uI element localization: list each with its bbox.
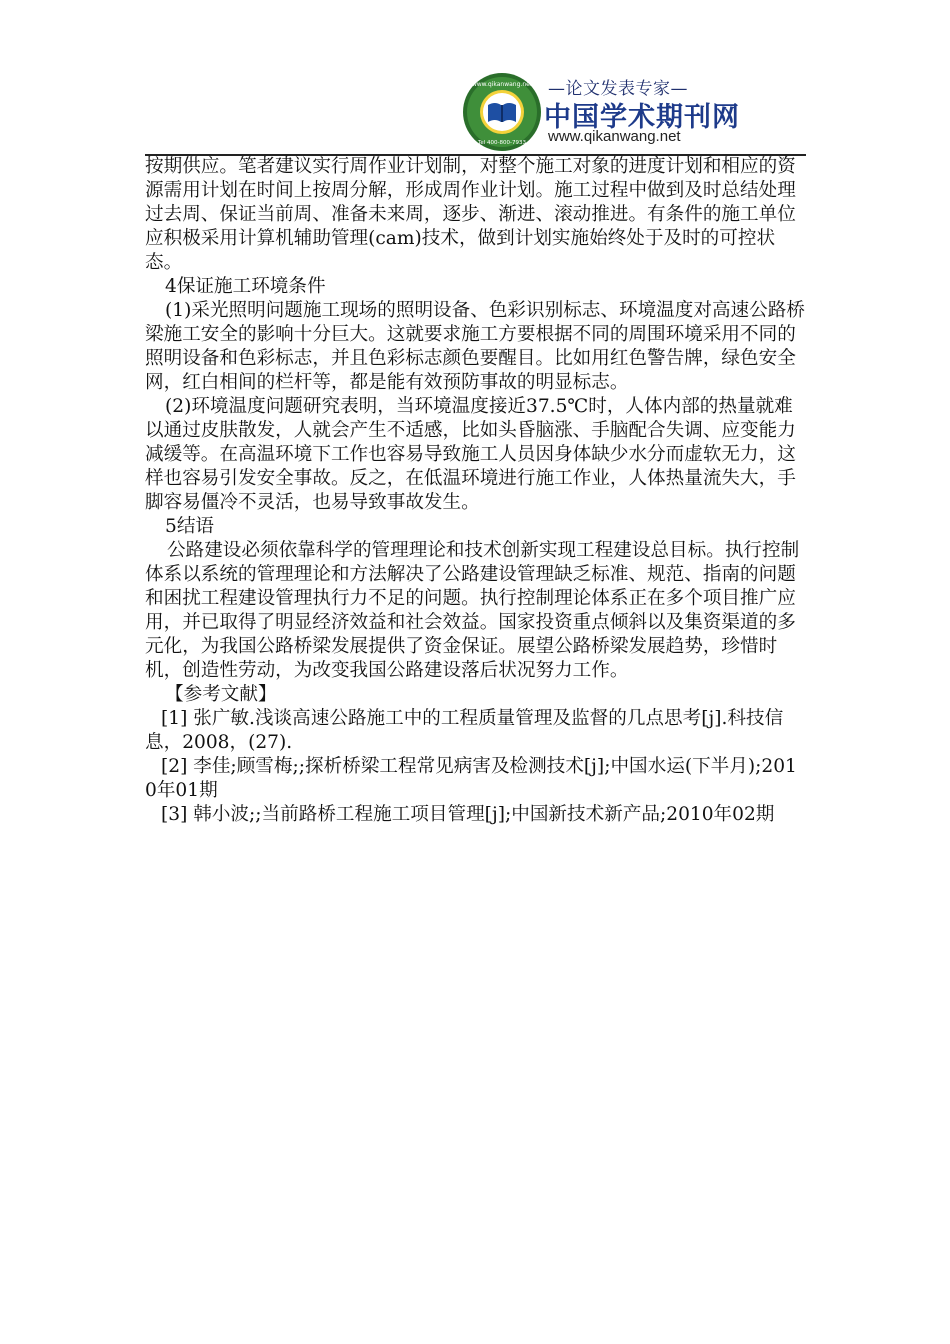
logo-brand-name: 中国学术期刊网 xyxy=(544,102,740,133)
logo-tagline: —论文发表专家— xyxy=(548,79,688,99)
paragraph-schedule-continuation: 按期供应。笔者建议实行周作业计划制，对整个施工对象的进度计划和相应的资源需用计划在时间上按周分解，形成周作业计划。施工过程中做到及时总结处理过去周、保证当前周、准备未来周，逐步、渐进、滚动推进。有条件的施工单位应积极采用计算机辅助管理(cam)技术，做到计划实施始终处于及时的可控状态。 xyxy=(145,156,796,273)
section-heading-4: 4保证施工环境条件 xyxy=(165,276,326,297)
journal-logo-seal-icon xyxy=(462,72,542,152)
svg-text:Tel 400-800-7933: Tel 400-800-7933 xyxy=(477,140,527,146)
page-header xyxy=(0,0,950,160)
section-heading-5: 5结语 xyxy=(165,516,215,537)
references-heading: 【参考文献】 xyxy=(165,684,277,705)
logo-url: www.qikanwang.net xyxy=(548,128,681,145)
reference-item-1: [1] 张广敏.浅谈高速公路施工中的工程质量管理及监督的几点思考[j].科技信息，2008，(27). xyxy=(145,708,784,753)
paragraph-lighting: (1)采光照明问题施工现场的照明设备、色彩识别标志、环境温度对高速公路桥梁施工安全的影响十分巨大。这就要求施工方要根据不同的周围环境采用不同的照明设备和色彩标志，并且色彩标志颜色要醒目。比如用红色警告牌，绿色安全网，红白相间的栏杆等，都是能有效预防事故的明显标志。 xyxy=(145,300,805,393)
reference-item-3: [3] 韩小波;;当前路桥工程施工项目管理[j];中国新技术新产品;2010年02期 xyxy=(161,804,775,825)
paragraph-temperature: (2)环境温度问题研究表明，当环境温度接近37.5℃时，人体内部的热量就难以通过皮肤散发，人就会产生不适感，比如头昏脑涨、手脑配合失调、应变能力减缓等。在高温环境下工作也容易导致施工人员因身体缺少水分而虚软无力，这样也容易引发安全事故。反之，在低温环境进行施工作业，人体热量流失大，手脚容易僵冷不灵活，也易导致事故发生。 xyxy=(145,396,796,513)
reference-item-2: [2] 李佳;顾雪梅;;探析桥梁工程常见病害及检测技术[j];中国水运(下半月);2010年01期 xyxy=(145,756,797,801)
svg-text:www.qikanwang.net: www.qikanwang.net xyxy=(471,81,533,88)
document-body xyxy=(145,155,805,827)
paragraph-conclusion: 公路建设必须依靠科学的管理理论和技术创新实现工程建设总目标。执行控制体系以系统的管理理论和方法解决了公路建设管理缺乏标准、规范、指南的问题和困扰工程建设管理执行力不足的问题。执行控制理论体系正在多个项目推广应用，并已取得了明显经济效益和社会效益。国家投资重点倾斜以及集资渠道的多元化，为我国公路桥梁发展提供了资金保证。展望公路桥梁发展趋势，珍惜时机，创造性劳动，为改变我国公路建设落后状况努力工作。 xyxy=(145,540,800,681)
